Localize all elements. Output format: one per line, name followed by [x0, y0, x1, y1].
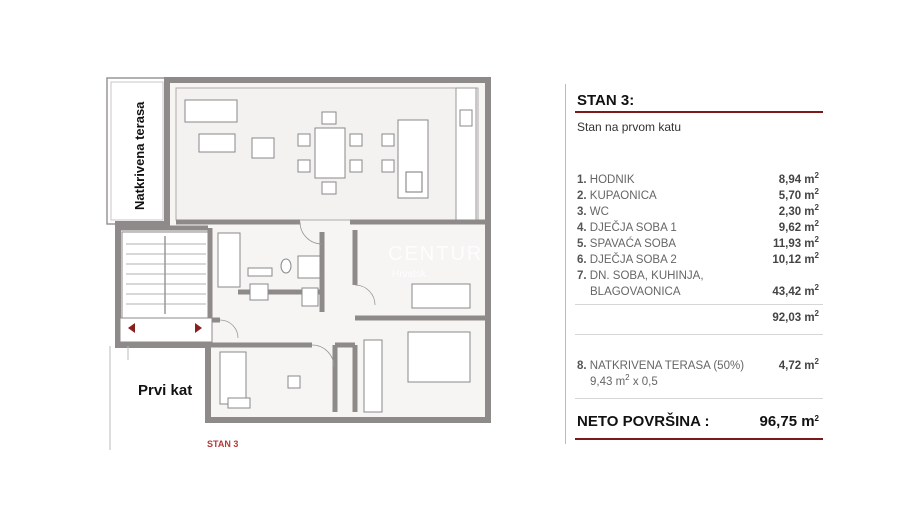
room-row: 6. DJEČJA SOBA 2 10,12 $m^2$ [577, 251, 819, 266]
armchair [252, 138, 274, 158]
total-value: 96,75 m [759, 413, 815, 430]
subtotal-rule-bottom [575, 334, 823, 335]
apartment-title: STAN 3: [577, 92, 635, 109]
apartment-subtitle: Stan na prvom katu [577, 120, 682, 134]
title-rule [575, 111, 823, 113]
subtotal-row: 92,03 $m^2$ [772, 309, 819, 324]
coffee-table [199, 134, 235, 152]
sofa [185, 100, 237, 122]
room-row: 2. KUPAONICA 5,70 $m^2$ [577, 187, 819, 202]
room-row: BLAGOVAONICA 43,42 $m^2$ [590, 283, 819, 298]
room-row: 4. DJEČJA SOBA 1 9,62 $m^2$ [577, 219, 819, 234]
panel-divider [565, 84, 566, 444]
kitchen-counter [456, 88, 476, 220]
total-rule [575, 438, 823, 440]
total-label: NETO POVRŠINA : [577, 413, 710, 430]
subtotal-rule [575, 304, 823, 305]
floor-label: Prvi kat [138, 382, 193, 399]
terrace-calc: 9,43 $m^2$ x 0,5 [590, 373, 658, 388]
total-row: NETO POVRŠINA : 96,75 $m^2$ [577, 413, 819, 430]
room-row: 3. WC 2,30 $m^2$ [577, 203, 819, 218]
room-row: 7. DN. SOBA, KUHINJA, [577, 270, 704, 282]
terrace-label: Natkrivena terasa [132, 101, 147, 210]
stairwell [120, 232, 212, 342]
sink [460, 110, 472, 126]
cooktop [406, 172, 422, 192]
watermark: CENTUR [388, 243, 484, 265]
area-table-panel [565, 84, 825, 444]
watermark-sub: Hrvatsk [392, 269, 426, 280]
room-row: 5. SPAVAĆA SOBA 11,93 $m^2$ [577, 235, 819, 250]
dining-table [315, 128, 345, 178]
plan-caption: STAN 3 [207, 439, 239, 449]
room-row: 1. HODNIK 8,94 $m^2$ [577, 171, 819, 186]
terrace-row: 8. NATKRIVENA TERASA (50%) 4,72 $m^2$ [577, 357, 819, 372]
total-rule-top [575, 398, 823, 399]
